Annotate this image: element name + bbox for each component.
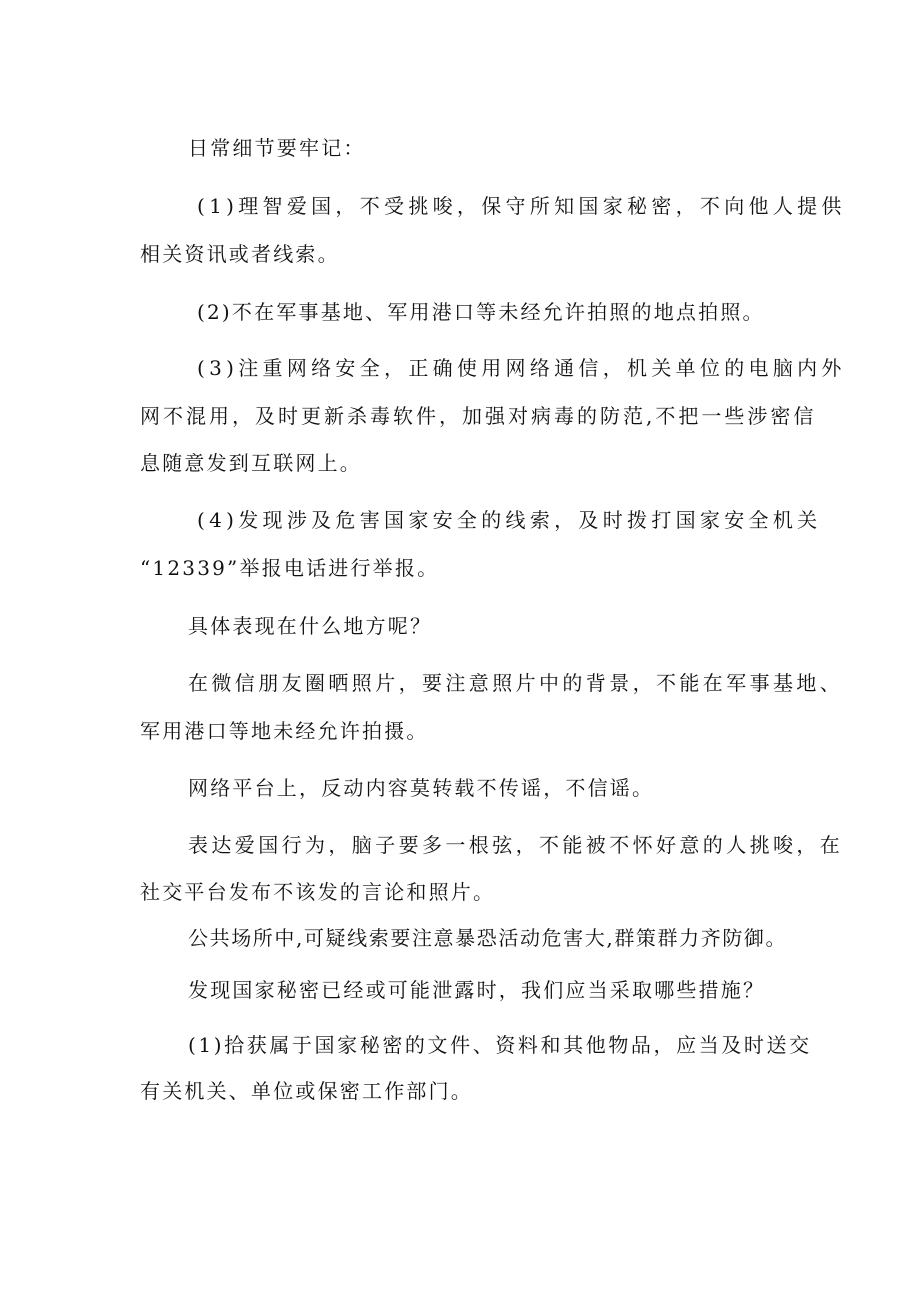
paragraph-6-line-1: 具体表现在什么地方呢？ — [188, 614, 433, 638]
paragraph-5-line-2: “12339”举报电话进行举报。 — [140, 556, 440, 580]
paragraph-4-line-3: 息随意发到互联网上。 — [140, 451, 362, 475]
paragraph-2-line-2: 相关资讯或者线索。 — [140, 242, 340, 266]
paragraph-2-line-1: (1)理智爱国，不受挑唆，保守所知国家秘密，不向他人提供 — [197, 194, 846, 218]
paragraph-7-line-2: 军用港口等地未经允许拍摄。 — [140, 719, 429, 743]
paragraph-9-line-2: 社交平台发布不该发的言论和照片。 — [140, 880, 496, 904]
paragraph-3-line-1: (2)不在军事基地、军用港口等未经允许拍照的地点拍照。 — [197, 300, 765, 324]
paragraph-12-line-1: (1)拾获属于国家秘密的文件、资料和其他物品，应当及时送交 — [188, 1033, 812, 1057]
paragraph-4-line-1: (3)注重网络安全，正确使用网络通信，机关单位的电脑内外 — [197, 356, 846, 380]
paragraph-5-line-1: (4)发现涉及危害国家安全的线索，及时拨打国家安全机关 — [197, 508, 822, 532]
paragraph-10-line-1: 公共场所中,可疑线索要注意暴恐活动危害大,群策群力齐防御。 — [188, 926, 788, 950]
paragraph-9-line-1: 表达爱国行为，脑子要多一根弦，不能被不怀好意的人挑唆，在 — [188, 833, 844, 857]
paragraph-12-line-2: 有关机关、单位或保密工作部门。 — [140, 1079, 473, 1103]
paragraph-7-line-1: 在微信朋友圈晒照片，要注意照片中的背景，不能在军事基地、 — [188, 671, 844, 695]
paragraph-4-line-2: 网不混用，及时更新杀毒软件，加强对病毒的防范,不把一些涉密信 — [140, 404, 817, 428]
paragraph-1-line-1: 日常细节要牢记： — [188, 136, 366, 160]
paragraph-8-line-1: 网络平台上，反动内容莫转载不传谣，不信谣。 — [188, 776, 655, 800]
paragraph-11-line-1: 发现国家秘密已经或可能泄露时，我们应当采取哪些措施？ — [188, 978, 766, 1002]
